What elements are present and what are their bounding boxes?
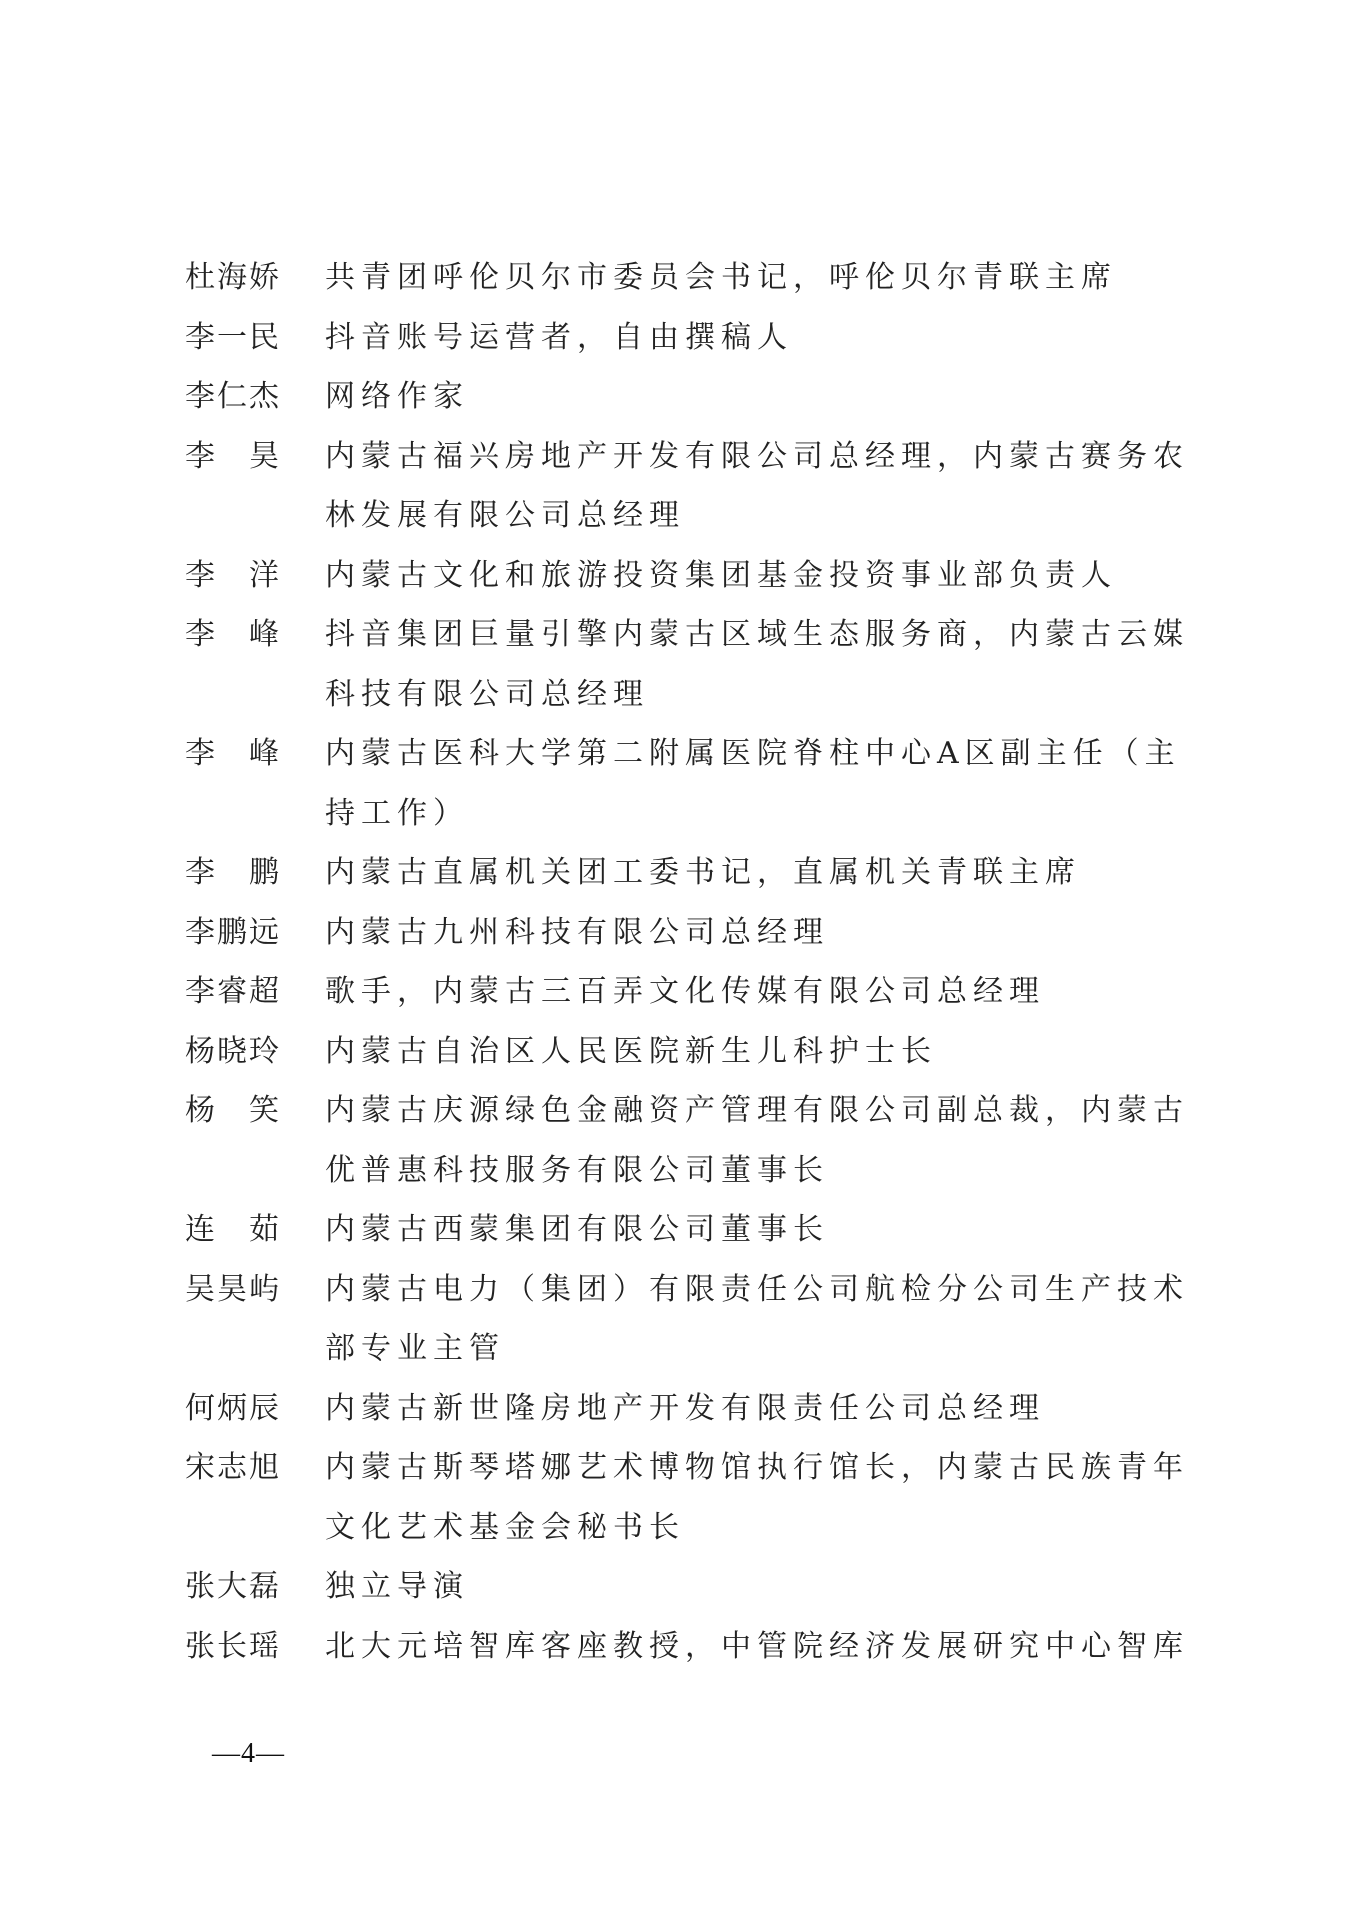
member-title [325, 1022, 1185, 1082]
member-title-line: 内蒙古西蒙集团有限公司董事长 [325, 1212, 829, 1247]
member-title [325, 308, 1185, 368]
member-title-line: 内蒙古新世隆房地产开发有限责任公司总经理 [325, 1390, 1045, 1426]
member-list [185, 248, 1205, 1676]
list-item [185, 427, 1205, 546]
list-item [185, 1438, 1205, 1557]
member-name: 杨晓玲 [185, 1033, 281, 1069]
member-title-line: 抖音账号运营者，自由撰稿人 [325, 319, 793, 355]
member-title-line: 内蒙古文化和旅游投资集团基金投资事业部负责人 [325, 557, 1117, 593]
member-name: 杨 笑 [185, 1093, 281, 1128]
member-title [325, 1438, 1189, 1557]
list-item [185, 843, 1205, 903]
member-title-line: 歌手，内蒙古三百弄文化传媒有限公司总经理 [325, 974, 1045, 1009]
list-item [185, 1200, 1205, 1260]
list-item [185, 367, 1205, 427]
member-name: 李一民 [185, 319, 281, 355]
member-title-line: 共青团呼伦贝尔市委员会书记，呼伦贝尔青联主席 [325, 260, 1117, 295]
member-title [325, 1557, 1185, 1617]
member-title-line: 林发展有限公司总经理 [325, 498, 685, 533]
member-name: 李鹏远 [185, 914, 281, 950]
member-title [325, 367, 1185, 427]
list-item [185, 1081, 1205, 1200]
member-name: 李 鹏 [185, 855, 281, 890]
member-title [325, 1200, 1185, 1260]
list-item [185, 903, 1205, 963]
member-title-line: 科技有限公司总经理 [325, 676, 649, 712]
member-name: 连 茹 [185, 1212, 281, 1247]
member-title-line: 内蒙古直属机关团工委书记，直属机关青联主席 [325, 855, 1081, 890]
member-name: 宋志旭 [185, 1450, 281, 1485]
member-title [325, 248, 1185, 308]
member-title-line: 网络作家 [325, 379, 469, 414]
member-title-line: 独立导演 [325, 1569, 469, 1604]
member-name: 李 昊 [185, 438, 281, 474]
member-title-line: 内蒙古九州科技有限公司总经理 [325, 914, 829, 950]
member-title-line: 内蒙古庆源绿色金融资产管理有限公司副总裁，内蒙古 [325, 1093, 1189, 1128]
member-title-line: 抖音集团巨量引擎内蒙古区域生态服务商，内蒙古云媒 [325, 617, 1189, 652]
member-title-line: 北大元培智库客座教授，中管院经济发展研究中心智库 [325, 1628, 1189, 1664]
member-name: 李仁杰 [185, 379, 281, 414]
member-title-line: 部专业主管 [325, 1331, 505, 1366]
member-title [325, 1617, 1189, 1677]
member-name: 张长瑶 [185, 1628, 281, 1664]
member-name: 何炳辰 [185, 1390, 281, 1426]
member-title [325, 1260, 1189, 1379]
member-title [325, 843, 1185, 903]
list-item [185, 962, 1205, 1022]
member-title [325, 546, 1185, 606]
list-item [185, 1022, 1205, 1082]
member-title-line: 持工作） [325, 795, 469, 831]
list-item [185, 1617, 1205, 1677]
member-name: 张大磊 [185, 1569, 281, 1604]
member-name: 李 洋 [185, 557, 281, 593]
list-item [185, 1557, 1205, 1617]
member-title [325, 903, 1185, 963]
member-title-line: 内蒙古斯琴塔娜艺术博物馆执行馆长，内蒙古民族青年 [325, 1450, 1189, 1485]
member-title-line: 文化艺术基金会秘书长 [325, 1509, 685, 1545]
list-item [185, 1379, 1205, 1439]
member-name: 李睿超 [185, 974, 281, 1009]
member-title [325, 724, 1185, 843]
member-name: 杜海娇 [185, 260, 281, 295]
list-item [185, 724, 1205, 843]
member-title-line: 内蒙古电力（集团）有限责任公司航检分公司生产技术 [325, 1271, 1189, 1307]
list-item [185, 605, 1205, 724]
member-title [325, 605, 1189, 724]
member-name: 李 峰 [185, 617, 281, 652]
page-number: —4— [212, 1738, 285, 1769]
list-item [185, 1260, 1205, 1379]
member-name: 吴昊屿 [185, 1271, 281, 1307]
list-item [185, 308, 1205, 368]
member-title-line: 内蒙古医科大学第二附属医院脊柱中心A区副主任（主 [325, 736, 1181, 771]
member-title [325, 1081, 1189, 1200]
member-title-line: 优普惠科技服务有限公司董事长 [325, 1152, 829, 1188]
member-title [325, 427, 1189, 546]
member-title [325, 1379, 1185, 1439]
member-title [325, 962, 1185, 1022]
member-title-line: 内蒙古福兴房地产开发有限公司总经理，内蒙古赛务农 [325, 438, 1189, 474]
member-name: 李 峰 [185, 736, 281, 771]
list-item [185, 546, 1205, 606]
member-title-line: 内蒙古自治区人民医院新生儿科护士长 [325, 1033, 937, 1069]
list-item [185, 248, 1205, 308]
